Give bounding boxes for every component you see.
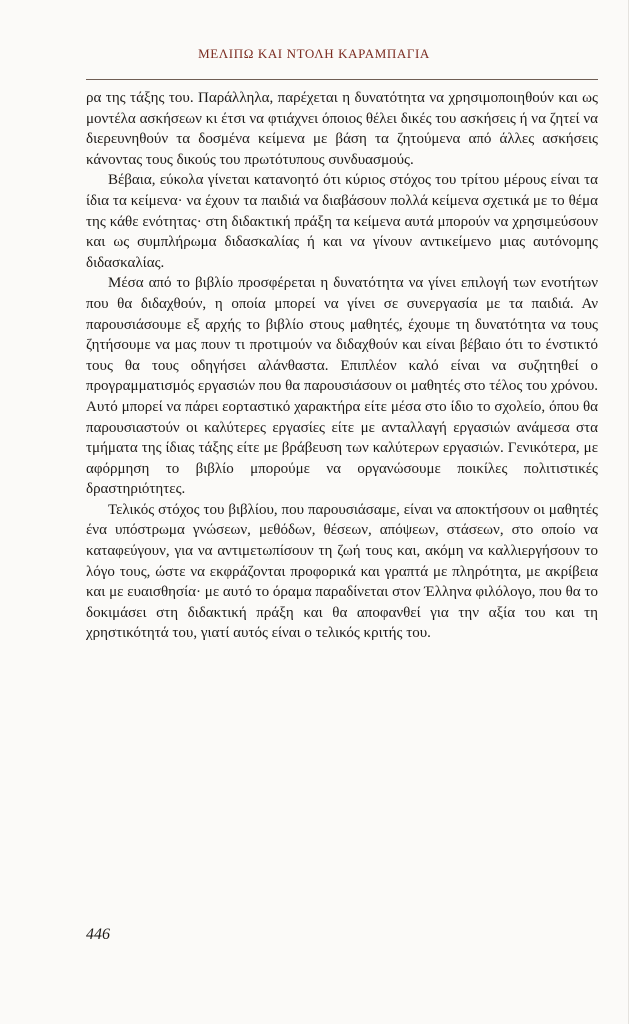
- paragraph: ρα της τάξης του. Παράλληλα, παρέχεται η δυνατότητα να χρησιμοποιηθούν και ως μοντέλα ασκήσεων κι έτσι να φτιάχνει όποιος θέλει δικές του ασκήσεις ή να ζητεί να διερευνηθούν τα δοσμένα κείμενα με βάση τα ζητούμενα από άλλες ασκήσεις κάνοντας τους δικούς του πρωτότυπους συνδυασμούς.: [86, 90, 598, 168]
- page-number: 446: [86, 926, 110, 943]
- header-rule: [86, 79, 598, 80]
- body-text: [86, 88, 598, 644]
- running-head: ΜΕΛΙΠΩ ΚΑΙ ΝΤΟΛΗ ΚΑΡΑΜΠΑΓΙΑ: [198, 46, 430, 61]
- paragraph: Τελικός στόχος του βιβλίου, που παρουσιάσαμε, είναι να αποκτήσουν οι μαθητές ένα υπόστρωμα γνώσεων, μεθόδων, θέσεων, απόψεων, στάσεων, στο οποίο να καταφεύγουν, για να αντιμετωπίσουν τη ζωή τους και, ακόμη να καλλιεργήσουν το λόγο τους, ώστε να εκφράζονται προφορικά και γραπτά με πληρότητα, με ακρίβεια και με ευαισθησία· με αυτό το όραμα παραδίνεται στον Έλληνα φιλόλογο, που θα το δοκιμάσει στη διδακτική πράξη και θα αποφανθεί για την αξία του και τη χρηστικότητά του, γιατί αυτός είναι ο τελικός κριτής του.: [86, 501, 598, 642]
- paragraph: Βέβαια, εύκολα γίνεται κατανοητό ότι κύριος στόχος του τρίτου μέρους είναι τα ίδια τα κείμενα· να έχουν τα παιδιά να διαβάσουν πολλά κείμενα σχετικά με το θέμα της κάθε ενότητας· στη διδακτική πράξη τα κείμενα αυτά μπορούν να χρησιμεύσουν και ως συμπλήρωμα διδασκαλίας ή και να γίνουν αντικείμενο μιας αυτόνομης διδασκαλίας.: [86, 172, 598, 271]
- paragraph: Μέσα από το βιβλίο προσφέρεται η δυνατότητα να γίνει επιλογή των ενοτήτων που θα διδαχθούν, η οποία μπορεί να γίνει σε συνεργασία με τα παιδιά. Αν παρουσιάσουμε εξ αρχής το βιβλίο στους μαθητές, έχουμε τη δυνατότητα να τους ζητήσουμε να μας πουν τι προτιμούν να διδαχθούν και είναι βέβαιο ότι το ένστικτό τους θα τους οδηγήσει αλάνθαστα. Επιπλέον καλό είναι να συζητηθεί ο προγραμματισμός εργασιών που θα παρουσιάσουν οι μαθητές στο τέλος του χρόνου. Αυτό μπορεί να πάρει εορταστικό χαρακτήρα είτε μέσα στο ίδιο το σχολείο, όπου θα παρουσιαστούν οι καλύτερες εργασίες είτε με ανταλλαγή εργασιών ανάμεσα στα τμήματα της ίδιας τάξης είτε με βράβευση των καλύτερων εργασιών. Γενικότερα, με αφόρμηση το βιβλίο μπορούμε να οργανώσουμε ποικίλες πολιτιστικές δραστηριότητες.: [86, 275, 598, 498]
